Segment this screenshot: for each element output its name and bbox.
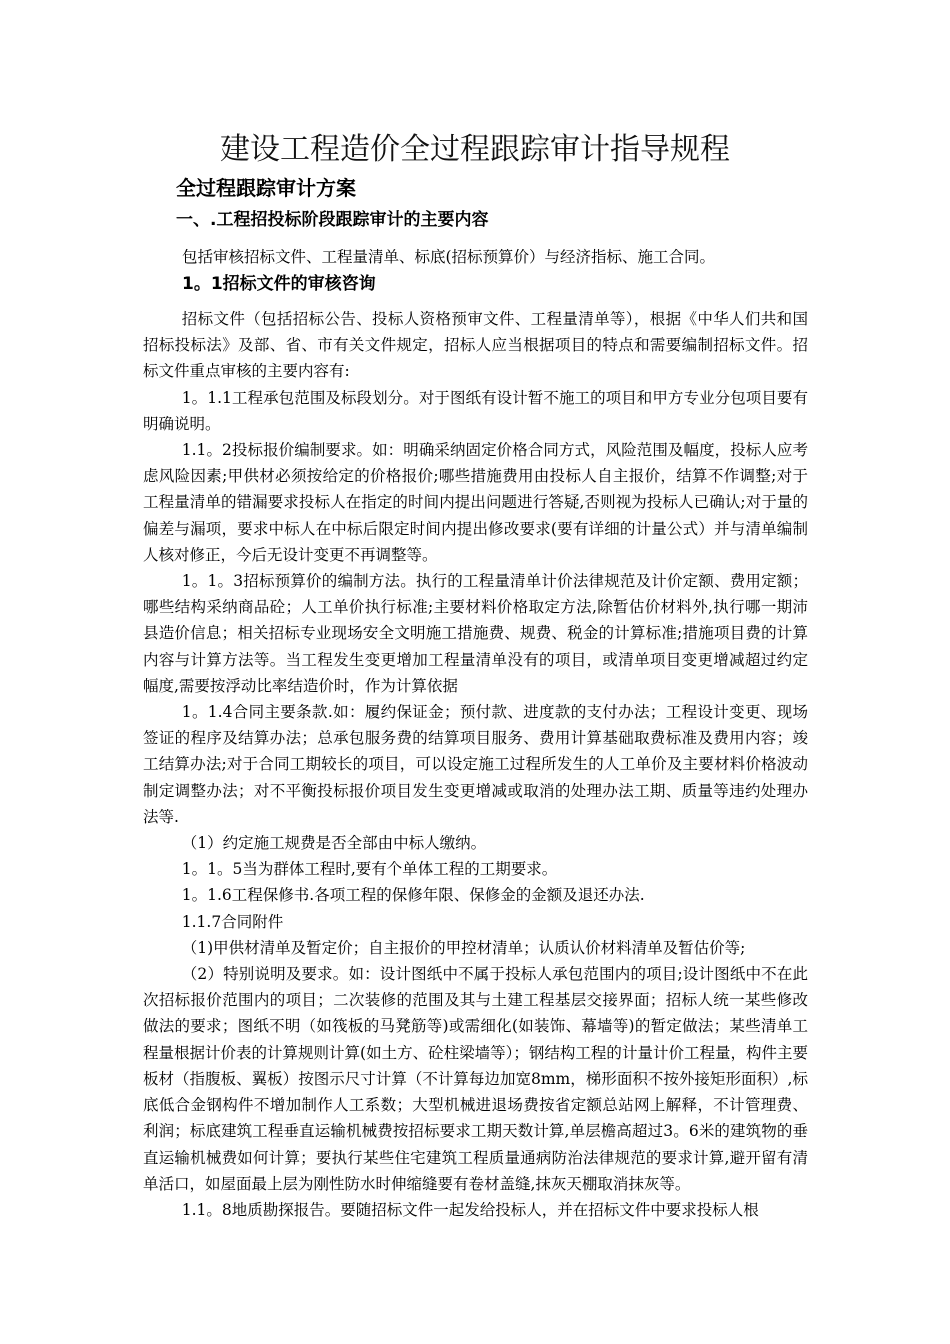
subsubsection-title: 1。1招标文件的审核咨询: [182, 274, 376, 294]
paragraph: 1。1.6工程保修书.各项工程的保修年限、保修金的金额及退还办法.: [181, 886, 645, 905]
paragraph: 招标文件（包括招标公告、投标人资格预审文件、工程量清单等），根据《中华人们共和国招标投标法》及部、省、市有关文件规定，招标人应当根据项目的特点和需要编制招标文件。招标文件重点审核的主要内容有:: [143, 310, 808, 381]
paragraph: 1.1。2投标报价编制要求。如：明确采纳固定价格合同方式，风险范围及幅度，投标人应考虑风险因素;甲供材必须按给定的价格报价;哪些措施费用由投标人自主报价，结算不作调整;对于工程量清单的错漏要求投标人在指定的时间内提出问题进行答疑,否则视为投标人已确认;对于量的偏差与漏项，要求中标人在中标后限定时间内提出修改要求(要有详细的计量公式）并与清单编制人核对修正，今后无设计变更不再调整等。: [143, 441, 808, 564]
paragraph: 1.1.7合同附件: [181, 912, 284, 931]
document-body: [143, 306, 808, 1223]
paragraph: （1)甲供材清单及暂定价；自主报价的甲控材清单；认质认价材料清单及暂估价等;: [181, 938, 746, 957]
paragraph: （2）特别说明及要求。如：设计图纸中不属于投标人承包范围内的项目;设计图纸中不在此次招标报价范围内的项目；二次装修的范围及其与土建工程基层交接界面；招标人统一某些修改做法的要求；图纸不明（如筏板的马凳筋等)或需细化(如装饰、幕墙等)的暂定做法；某些清单工程量根据计价表的计算规则计算(如土方、砼柱梁墙等）；钢结构工程的计量计价工程量，构件主要板材（指腹板、翼板）按图示尺寸计算（不计算每边加宽8mm，梯形面积不按外接矩形面积）,标底低合金钢构件不增加制作人工系数；大型机械进退场费按省定额总站网上解释，不计管理费、利润；标底建筑工程垂直运输机械费按招标要求工期天数计算,单层檐高超过3。6米的建筑物的垂直运输机械费如何计算；要执行某些住宅建筑工程质量通病防治法律规范的要求计算,避开留有清单活口，如屋面最上层为刚性防水时伸缩缝要有卷材盖缝,抹灰天棚取消抹灰等。: [143, 965, 808, 1193]
paragraph: 1.1。8地质勘探报告。要随招标文件一起发给投标人，并在招标文件中要求投标人根: [181, 1200, 759, 1219]
paragraph: 1。1.1工程承包范围及标段划分。对于图纸有设计暂不施工的项目和甲方专业分包项目要有明确说明。: [143, 388, 808, 433]
intro-paragraph: 包括审核招标文件、工程量清单、标底(招标预算价）与经济指标、施工合同。: [182, 248, 716, 266]
subsection-title: 一、.工程招投标阶段跟踪审计的主要内容: [176, 210, 489, 230]
paragraph: 1。1。3招标预算价的编制方法。执行的工程量清单计价法律规范及计价定额、费用定额；哪些结构采纳商品砼；人工单价执行标准;主要材料价格取定方法,除暂估价材料外,执行哪一期沛县造价信息；相关招标专业现场安全文明施工措施费、规费、税金的计算标准;措施项目费的计算内容与计算方法等。当工程发生变更增加工程量清单没有的项目，或清单项目变更增减超过约定幅度,需要按浮动比率结造价时，作为计算依据: [143, 572, 808, 695]
paragraph: 1。1。5当为群体工程时,要有个单体工程的工期要求。: [181, 860, 558, 879]
paragraph: （1）约定施工规费是否全部由中标人缴纳。: [181, 834, 487, 853]
paragraph: 1。1.4合同主要条款.如：履约保证金；预付款、进度款的支付办法；工程设计变更、现场签证的程序及结算办法；总承包服务费的结算项目服务、费用计算基础取费标准及费用内容；竣工结算办法;对于合同工期较长的项目，可以设定施工过程所发生的人工单价及主要材料价格波动制定调整办法；对不平衡投标报价项目发生变更增减或取消的处理办法工期、质量等违约处理办法等.: [143, 703, 808, 826]
document-title: 建设工程造价全过程跟踪审计指导规程: [220, 132, 730, 167]
section-title: 全过程跟踪审计方案: [176, 176, 356, 200]
